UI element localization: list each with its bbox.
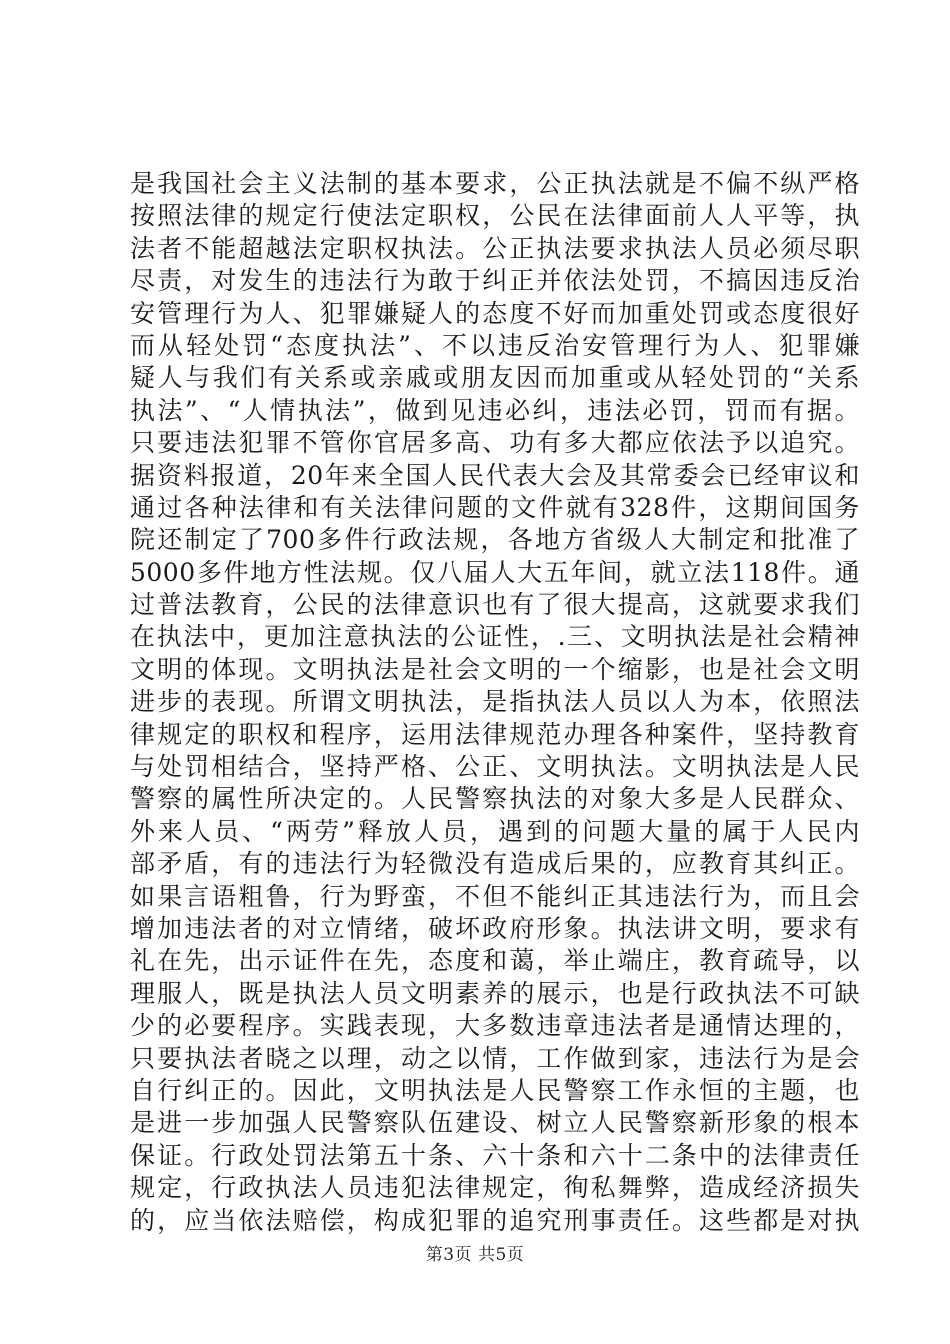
text-line: 外来人员、“两劳”释放人员，遇到的问题大量的属于人民内 bbox=[130, 816, 860, 846]
text-line: 过普法教育，公民的法律意识也有了很大提高，这就要求我们 bbox=[130, 590, 860, 620]
text-line: 与处罚相结合，坚持严格、公正、文明执法。文明执法是人民 bbox=[130, 752, 860, 782]
text-line: 如果言语粗鲁，行为野蛮，不但不能纠正其违法行为，而且会 bbox=[130, 881, 860, 911]
text-line: 只要违法犯罪不管你官居多高、功有多大都应依法予以追究。 bbox=[130, 428, 860, 458]
text-line: 院还制定了700多件行政法规，各地方省级人大制定和批准了 bbox=[130, 525, 860, 555]
text-line: 而从轻处罚“态度执法”、不以违反治安管理行为人、犯罪嫌 bbox=[130, 330, 860, 360]
text-line: 据资料报道，20年来全国人民代表大会及其常委会已经审议和 bbox=[130, 460, 860, 490]
text-line: 5000多件地方性法规。仅八届人大五年间，就立法118件。通 bbox=[130, 557, 860, 587]
text-line: 增加违法者的对立情绪，破坏政府形象。执法讲文明，要求有 bbox=[130, 913, 860, 943]
text-line: 安管理行为人、犯罪嫌疑人的态度不好而加重处罚或态度很好 bbox=[130, 298, 860, 328]
text-line: 是进一步加强人民警察队伍建设、树立人民警察新形象的根本 bbox=[130, 1108, 860, 1138]
text-line: 警察的属性所决定的。人民警察执法的对象大多是人民群众、 bbox=[130, 784, 860, 814]
text-line: 部矛盾，有的违法行为轻微没有造成后果的，应教育其纠正。 bbox=[130, 849, 860, 879]
text-line: 尽责，对发生的违法行为敢于纠正并依法处罚，不搞因违反治 bbox=[130, 266, 860, 296]
text-line: 理服人，既是执法人员文明素养的展示，也是行政执法不可缺 bbox=[130, 978, 860, 1008]
page-footer: 第3页 共5页 bbox=[425, 1245, 525, 1265]
text-line: 文明的体现。文明执法是社会文明的一个缩影，也是社会文明 bbox=[130, 654, 860, 684]
text-line: 在执法中，更加注意执法的公证性，.三、文明执法是社会精神 bbox=[130, 622, 860, 652]
text-line: 自行纠正的。因此，文明执法是人民警察工作永恒的主题，也 bbox=[130, 1075, 860, 1105]
text-line: 保证。行政处罚法第五十条、六十条和六十二条中的法律责任 bbox=[130, 1140, 860, 1170]
text-line: 疑人与我们有关系或亲戚或朋友因而加重或从轻处罚的“关系 bbox=[130, 363, 860, 393]
text-line: 礼在先，出示证件在先，态度和蔼，举止端庄，教育疏导，以 bbox=[130, 946, 860, 976]
text-line: 通过各种法律和有关法律问题的文件就有328件，这期间国务 bbox=[130, 492, 860, 522]
text-line: 规定，行政执法人员违犯法律规定，徇私舞弊，造成经济损失 bbox=[130, 1173, 860, 1203]
text-line: 的，应当依法赔偿，构成犯罪的追究刑事责任。这些都是对执 bbox=[130, 1205, 860, 1235]
body-text bbox=[130, 168, 860, 1237]
text-line: 少的必要程序。实践表现，大多数违章违法者是通情达理的， bbox=[130, 1011, 860, 1041]
text-line: 进步的表现。所谓文明执法，是指执法人员以人为本，依照法 bbox=[130, 687, 860, 717]
text-line: 法者不能超越法定职权执法。公正执法要求执法人员必须尽职 bbox=[130, 233, 860, 263]
text-line: 按照法律的规定行使法定职权，公民在法律面前人人平等，执 bbox=[130, 201, 860, 231]
text-line: 执法”、“人情执法”，做到见违必纠，违法必罚，罚而有据。 bbox=[130, 395, 860, 425]
text-line: 是我国社会主义法制的基本要求，公正执法就是不偏不纵严格 bbox=[130, 169, 860, 198]
text-line: 律规定的职权和程序，运用法律规范办理各种案件，坚持教育 bbox=[130, 719, 860, 749]
text-line: 只要执法者晓之以理，动之以情，工作做到家，违法行为是会 bbox=[130, 1043, 860, 1073]
